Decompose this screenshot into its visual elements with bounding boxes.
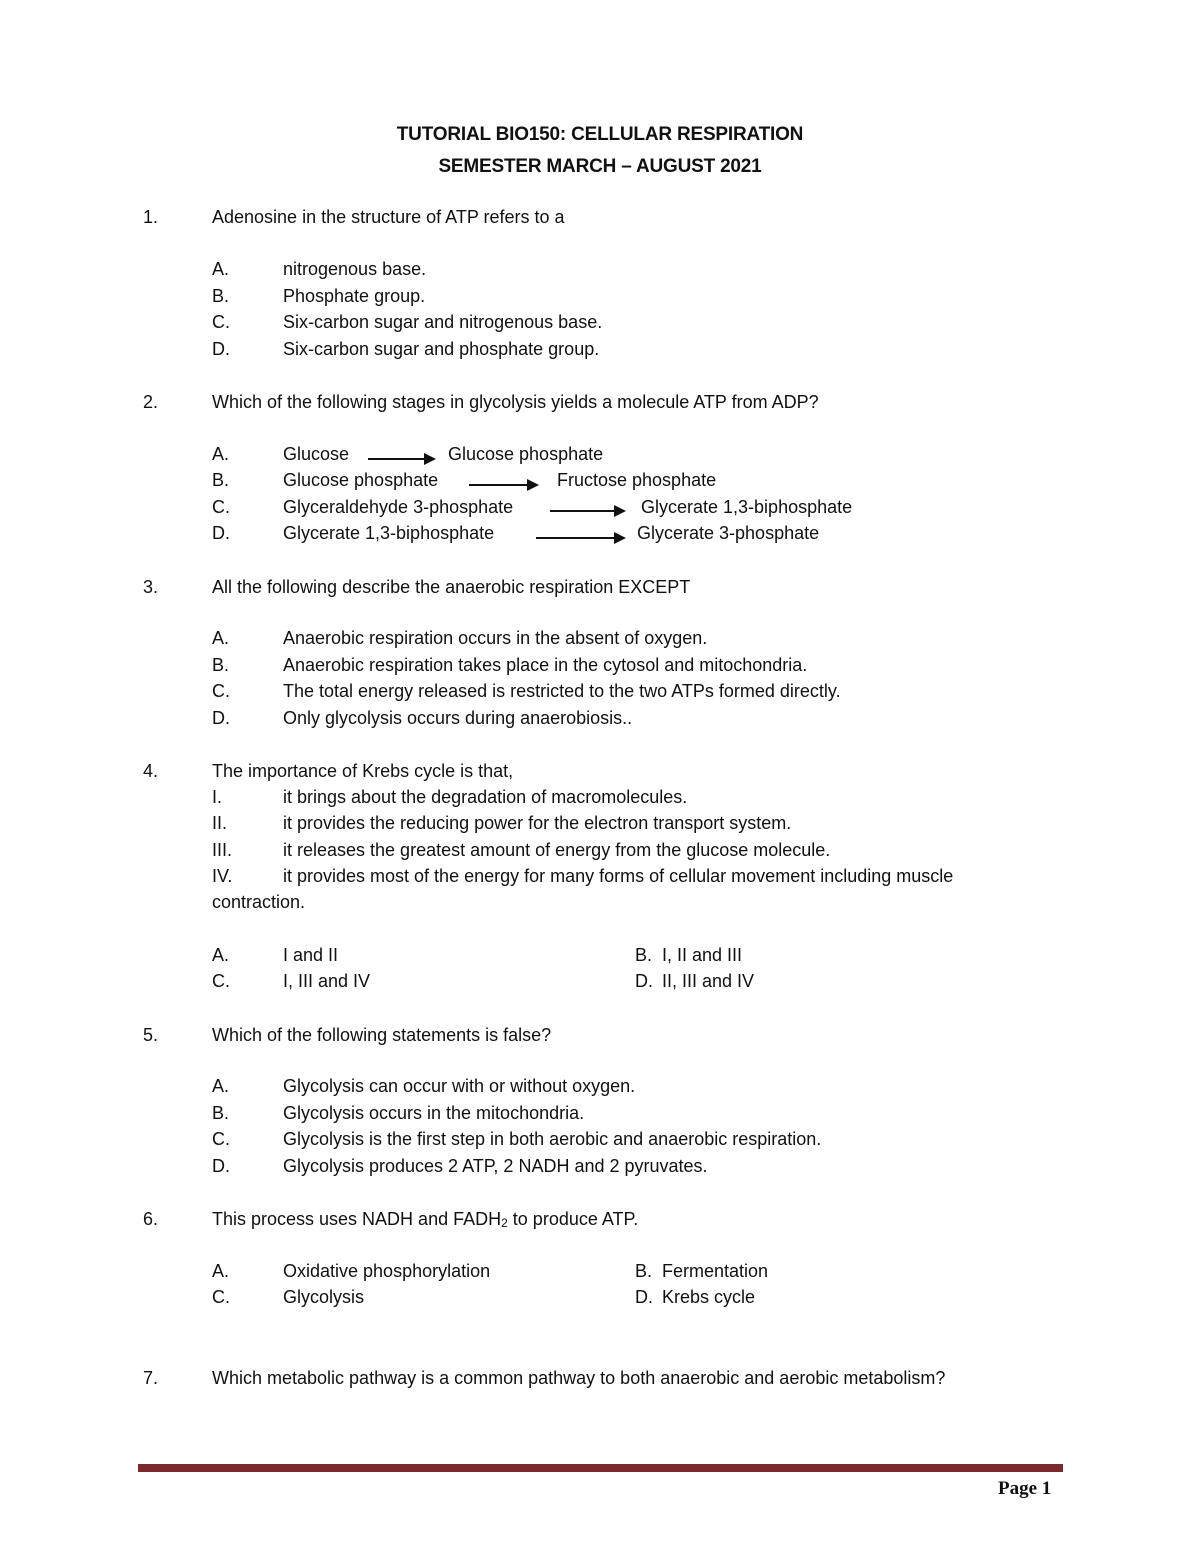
option-text: Only glycolysis occurs during anaerobiosis.. — [283, 708, 633, 728]
question-number: 7. — [143, 1368, 159, 1388]
statement-numeral: II. — [212, 813, 228, 833]
option-letter: D. — [212, 339, 230, 359]
option-text: Krebs cycle — [662, 1287, 756, 1307]
reaction-from: Glyceraldehyde 3-phosphate — [283, 497, 514, 517]
option-letter: C. — [212, 681, 230, 701]
question-number: 1. — [143, 207, 159, 227]
reaction-arrow-icon — [536, 537, 624, 539]
option-letter: C. — [212, 1129, 230, 1149]
option-letter: D. — [212, 1156, 230, 1176]
option-letter: B. — [635, 945, 653, 965]
option-letter: C. — [212, 497, 230, 517]
option-letter: B. — [212, 470, 230, 490]
option-letter: D. — [635, 971, 653, 991]
question-text: All the following describe the anaerobic respiration EXCEPT — [212, 577, 691, 597]
option-text: Anaerobic respiration occurs in the absent of oxygen. — [283, 628, 708, 648]
option-text: II, III and IV — [662, 971, 755, 991]
option-text: Phosphate group. — [283, 286, 426, 306]
option-letter: A. — [212, 1261, 230, 1281]
option-letter: C. — [212, 312, 230, 332]
option-text: Fermentation — [662, 1261, 769, 1281]
option-letter: A. — [212, 259, 230, 279]
option-text: Six-carbon sugar and phosphate group. — [283, 339, 600, 359]
reaction-arrow-icon — [368, 458, 434, 460]
option-letter: B. — [212, 286, 230, 306]
reaction-from: Glycerate 1,3-biphosphate — [283, 523, 495, 543]
option-letter: C. — [212, 971, 230, 991]
option-letter: D. — [212, 523, 230, 543]
option-letter: D. — [635, 1287, 653, 1307]
statement-text: it provides the reducing power for the electron transport system. — [283, 813, 792, 833]
question-text — [212, 1207, 638, 1235]
option-text: nitrogenous base. — [283, 259, 427, 279]
statement-text: it brings about the degradation of macromolecules. — [283, 787, 688, 807]
statement-numeral: III. — [212, 840, 233, 860]
option-text: Glycolysis produces 2 ATP, 2 NADH and 2 pyruvates. — [283, 1156, 708, 1176]
option-letter: B. — [212, 655, 230, 675]
statement-continuation: contraction. — [212, 892, 306, 912]
option-text: I, II and III — [662, 945, 743, 965]
option-text: Anaerobic respiration takes place in the cytosol and mitochondria. — [283, 655, 808, 675]
option-letter: A. — [212, 444, 230, 464]
document-title: TUTORIAL BIO150: CELLULAR RESPIRATION — [396, 124, 804, 145]
option-letter: B. — [212, 1103, 230, 1123]
question-number: 5. — [143, 1025, 159, 1045]
reaction-arrow-icon — [469, 484, 537, 486]
option-letter: D. — [212, 708, 230, 728]
question-text-part: to produce ATP. — [507, 1209, 639, 1229]
option-letter: B. — [635, 1261, 653, 1281]
footer-divider — [138, 1464, 1063, 1472]
reaction-to: Glycerate 3-phosphate — [637, 523, 820, 543]
option-text: Six-carbon sugar and nitrogenous base. — [283, 312, 603, 332]
question-number: 3. — [143, 577, 159, 597]
page-number: Page 1 — [998, 1478, 1052, 1499]
option-text: Glycolysis occurs in the mitochondria. — [283, 1103, 585, 1123]
question-text: The importance of Krebs cycle is that, — [212, 761, 514, 781]
statement-numeral: IV. — [212, 866, 233, 886]
option-text: Oxidative phosphorylation — [283, 1261, 491, 1281]
reaction-to: Fructose phosphate — [557, 470, 717, 490]
option-text: Glycolysis is the first step in both aerobic and anaerobic respiration. — [283, 1129, 822, 1149]
question-text-part: This process uses NADH and FADH — [212, 1209, 502, 1229]
question-number: 4. — [143, 761, 159, 781]
statement-numeral: I. — [212, 787, 223, 807]
option-letter: A. — [212, 945, 230, 965]
subscript: 2 — [501, 1216, 508, 1230]
reaction-from: Glucose phosphate — [283, 470, 439, 490]
option-text: Glycolysis can occur with or without oxygen. — [283, 1076, 636, 1096]
question-text: Which of the following statements is false? — [212, 1025, 552, 1045]
statement-text: it provides most of the energy for many forms of cellular movement including muscle — [283, 866, 954, 886]
question-number: 6. — [143, 1209, 159, 1229]
document-subtitle: SEMESTER MARCH – AUGUST 2021 — [438, 156, 762, 177]
statement-text: it releases the greatest amount of energy from the glucose molecule. — [283, 840, 831, 860]
option-text: I, III and IV — [283, 971, 371, 991]
reaction-to: Glucose phosphate — [448, 444, 604, 464]
question-text: Which metabolic pathway is a common pathway to both anaerobic and aerobic metabolism? — [212, 1368, 946, 1388]
option-letter: A. — [212, 628, 230, 648]
question-text: Which of the following stages in glycolysis yields a molecule ATP from ADP? — [212, 392, 819, 412]
option-letter: C. — [212, 1287, 230, 1307]
option-text: I and II — [283, 945, 339, 965]
question-number: 2. — [143, 392, 159, 412]
option-text: The total energy released is restricted to the two ATPs formed directly. — [283, 681, 841, 701]
reaction-to: Glycerate 1,3-biphosphate — [641, 497, 853, 517]
option-text: Glycolysis — [283, 1287, 365, 1307]
option-letter: A. — [212, 1076, 230, 1096]
question-text: Adenosine in the structure of ATP refers to a — [212, 207, 565, 227]
reaction-from: Glucose — [283, 444, 350, 464]
reaction-arrow-icon — [550, 510, 624, 512]
